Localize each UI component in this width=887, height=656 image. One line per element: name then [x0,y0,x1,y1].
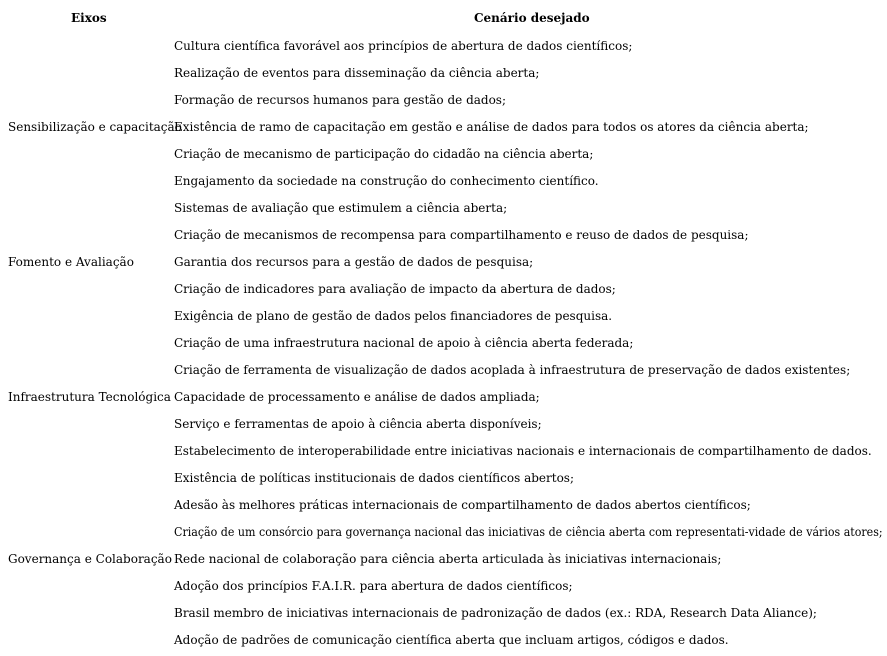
cenario-cell: Existência de ramo de capacitação em gestão e análise de dados para todos os atores da ciência aberta; [174,120,809,134]
table-row [0,222,887,249]
table-row [0,330,887,357]
cenario-cell: Garantia dos recursos para a gestão de dados de pesquisa; [174,255,534,269]
eixo-cell: Governança e Colaboração [8,552,172,566]
cenario-cell: Adoção dos princípios F.A.I.R. para abertura de dados científicos; [174,579,573,593]
column-header-eixos: Eixos [71,11,107,25]
table-row [0,114,887,141]
table-row [0,60,887,87]
cenario-cell: Rede nacional de colaboração para ciência aberta articulada às iniciativas internacionais; [174,552,722,566]
cenario-cell: Cultura científica favorável aos princípios de abertura de dados científicos; [174,39,633,53]
table-row [0,573,887,600]
cenario-cell: Criação de mecanismos de recompensa para compartilhamento e reuso de dados de pesquisa; [174,228,749,242]
cenario-cell: Criação de uma infraestrutura nacional de apoio à ciência aberta federada; [174,336,634,350]
table-row [0,546,887,573]
table-row [0,519,887,546]
cenario-cell: Exigência de plano de gestão de dados pelos financiadores de pesquisa. [174,309,613,323]
table-row [0,249,887,276]
eixo-cell: Fomento e Avaliação [8,255,134,269]
cenario-cell: Adesão às melhores práticas internacionais de compartilhamento de dados abertos científicos; [174,498,751,512]
cenario-cell: Realização de eventos para disseminação da ciência aberta; [174,66,540,80]
table-row [0,303,887,330]
eixo-cell: Sensibilização e capacitação [8,120,182,134]
cenario-cell: Brasil membro de iniciativas internacionais de padronização de dados (ex.: RDA, Research Data Aliance); [174,606,817,620]
table-row [0,168,887,195]
table-row [0,33,887,60]
table-row [0,384,887,411]
table-row [0,465,887,492]
cenario-cell: Adoção de padrões de comunicação científica aberta que incluam artigos, códigos e dados. [174,633,729,647]
table-row [0,141,887,168]
table-row [0,438,887,465]
cenario-cell: Criação de indicadores para avaliação de impacto da abertura de dados; [174,282,616,296]
table-row [0,87,887,114]
cenario-cell: Sistemas de avaliação que estimulem a ciência aberta; [174,201,508,215]
table-row [0,411,887,438]
cenario-cell: Formação de recursos humanos para gestão de dados; [174,93,507,107]
cenario-cell: Engajamento da sociedade na construção do conhecimento científico. [174,174,599,188]
table-row [0,276,887,303]
cenario-cell: Criação de mecanismo de participação do cidadão na ciência aberta; [174,147,594,161]
table-body [0,33,887,654]
cenario-cell: Criação de um consórcio para governança nacional das iniciativas de ciência aberta com representati-vidade de vários atores; [174,525,883,539]
table-row [0,492,887,519]
column-header-cenario: Cenário desejado [474,11,590,25]
table-row [0,600,887,627]
cenario-cell: Serviço e ferramentas de apoio à ciência aberta disponíveis; [174,417,542,431]
cenario-cell: Estabelecimento de interoperabilidade entre iniciativas nacionais e internacionais de compartilhamento de dados. [174,444,872,458]
cenario-cell: Criação de ferramenta de visualização de dados acoplada à infraestrutura de preservação de dados existentes; [174,363,851,377]
table-row [0,357,887,384]
eixo-cell: Infraestrutura Tecnológica [8,390,171,404]
cenario-cell: Existência de políticas institucionais de dados científicos abertos; [174,471,575,485]
cenario-cell: Capacidade de processamento e análise de dados ampliada; [174,390,540,404]
table-row [0,195,887,222]
table-row [0,627,887,654]
